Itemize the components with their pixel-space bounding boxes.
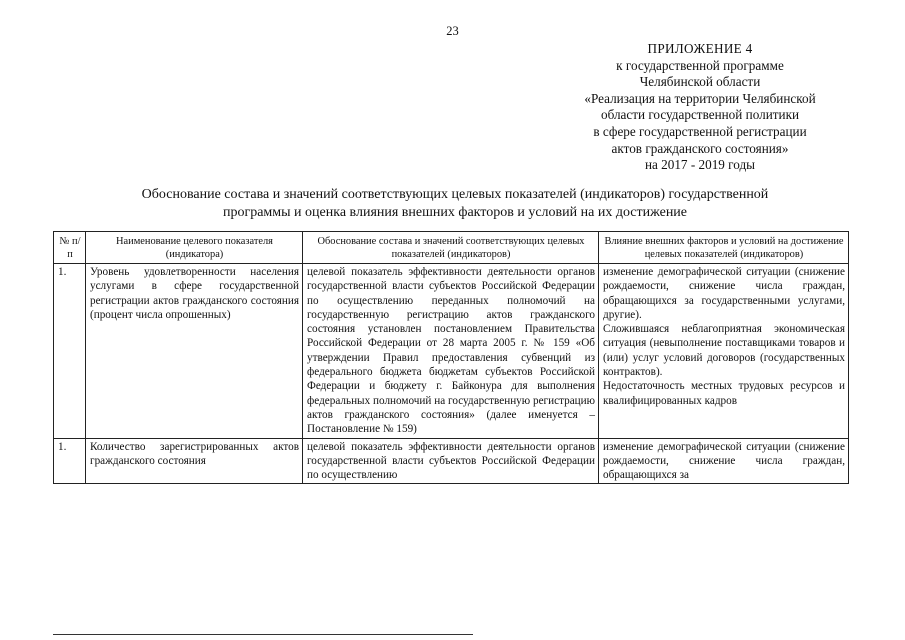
table-row [54, 438, 849, 483]
indicator-justification: целевой показатель эффективности деятельности органов государственной власти субъектов Российской Федерации по осуществлению переданных полномочий на государственную регистрацию актов гражданского состояния установлен постановлением Правительства Российской Федерации от 28 марта 2005 г. № 159 «Об утверждении Правил предоставления субвенций из федерального бюджета бюджетам субъектов Российской Федерации и бюджету г. Байконура для выполнения федеральных полномочий на государственную регистрацию актов гражданского состояния» (далее именуется – Постановление № 159) [303, 264, 599, 439]
appendix-line: на 2017 - 2019 годы [644, 157, 756, 173]
indicator-influence [599, 438, 849, 483]
footnote-rule [53, 634, 473, 635]
appendix-line: «Реализация на территории Челябинской [584, 90, 816, 106]
row-number: 1. [54, 438, 86, 483]
indicators-table [53, 231, 849, 484]
table-row [54, 264, 849, 439]
header-justification: Обоснование состава и значений соответствующих целевых показателей (индикаторов) [303, 232, 599, 264]
table-header-row [54, 232, 849, 264]
indicator-name: Количество зарегистрированных актов гражданского состояния [86, 438, 303, 483]
justification-text: целевой показатель эффективности деятельности органов государственной власти субъектов Российской Федерации по осуществлению [307, 440, 595, 482]
header-num: № п/п [54, 232, 86, 264]
indicator-justification [303, 438, 599, 483]
document-title [60, 186, 850, 221]
appendix-heading: ПРИЛОЖЕНИЕ 4 [647, 41, 753, 56]
indicator-influence [599, 264, 849, 439]
row-number: 1. [54, 264, 86, 439]
document-title-line: программы и оценка влияния внешних факторов и условий на их достижение [222, 204, 688, 220]
header-indicator-name: Наименование целевого показателя (индикатора) [86, 232, 303, 264]
influence-paragraph: Недостаточность местных трудовых ресурсов и квалифицированных кадров [603, 380, 845, 407]
appendix-line: Челябинской области [639, 74, 761, 90]
appendix-line: к государственной программе [616, 57, 784, 73]
document-title-line: Обоснование состава и значений соответствующих целевых показателей (индикаторов) государственной [141, 187, 769, 202]
appendix-line: актов гражданского состояния» [611, 140, 789, 156]
appendix-block [560, 41, 840, 174]
appendix-line: в сфере государственной регистрации [593, 123, 807, 139]
indicator-name: Уровень удовлетворенности населения услугами в сфере государственной регистрации актов гражданского состояния (процент числа опрошенных) [86, 264, 303, 439]
appendix-line: области государственной политики [600, 107, 800, 123]
page-number: 23 [446, 24, 459, 38]
header-external-influence: Влияние внешних факторов и условий на достижение целевых показателей (индикаторов) [599, 232, 849, 264]
influence-paragraph: изменение демографической ситуации (снижение рождаемости, снижение числа граждан, обращающихся за государственными услугами, другие). [603, 266, 845, 321]
influence-paragraph: Сложившаяся неблагоприятная экономическая ситуация (невыполнение поставщиками товаров и (или) услуг условий договоров (государственных контрактов). [603, 323, 845, 379]
influence-paragraph: изменение демографической ситуации (снижение рождаемости, снижение числа граждан, обращающихся за [603, 440, 845, 482]
